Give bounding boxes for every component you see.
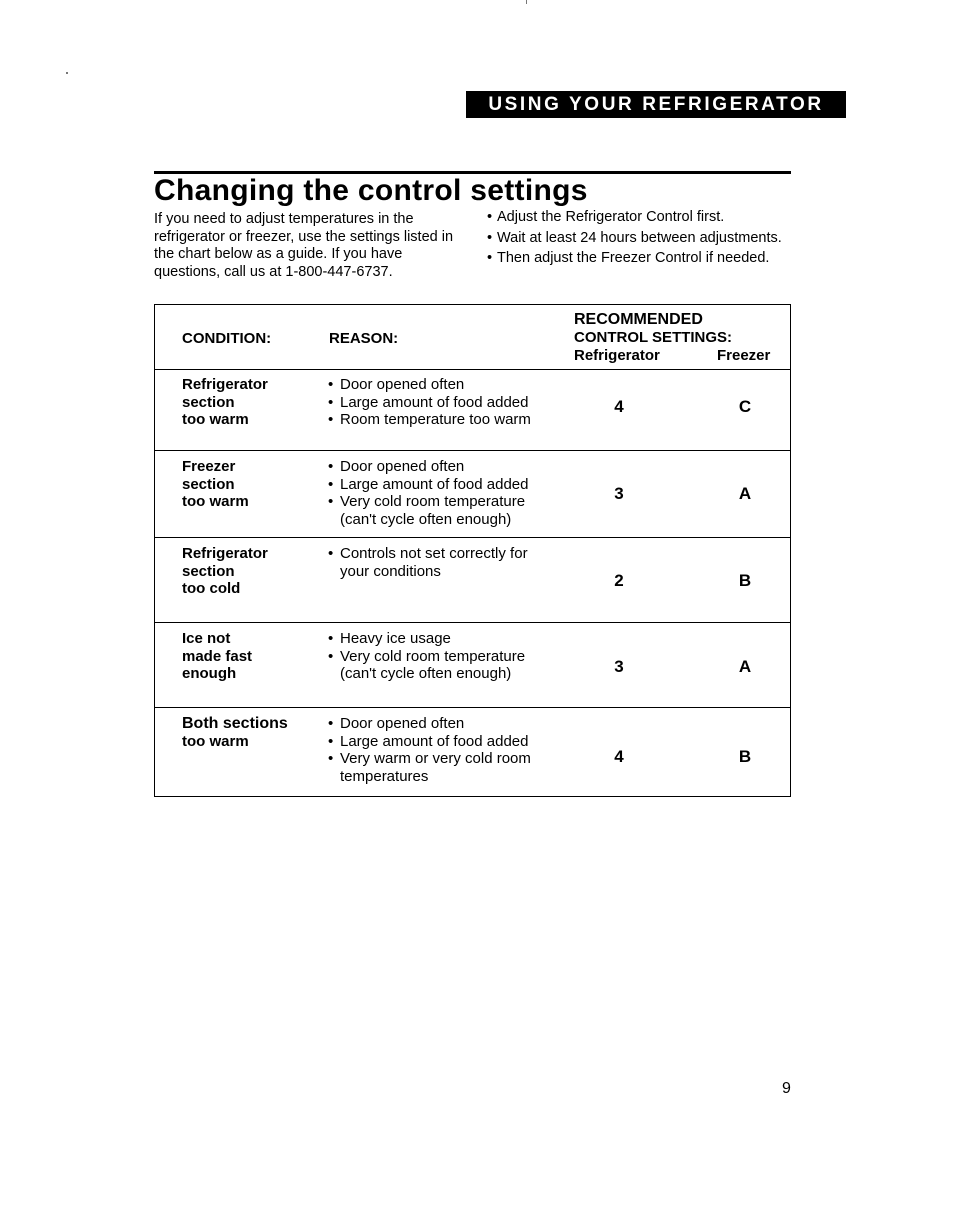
reason-item: • Large amount of food added [328, 733, 558, 751]
table-row [155, 623, 790, 708]
header-reason: REASON: [329, 330, 399, 347]
freezer-setting: B [738, 571, 752, 590]
intro-paragraph: If you need to adjust temperatures in the refrigerator or freezer, use the settings listed in the chart below as a guide. If you have questions, call us at 1-800-447-6737. [154, 211, 454, 280]
condition-line: too warm [182, 411, 249, 428]
header-recommended: RECOMMENDED [574, 311, 703, 328]
reason-item: temperatures [340, 767, 429, 785]
condition-line: too warm [182, 732, 249, 750]
reason-list [328, 376, 558, 429]
tip-item: • Then adjust the Freezer Control if needed. [487, 250, 797, 268]
reason-item: • Very cold room temperature [328, 648, 558, 666]
refrigerator-setting: 3 [614, 484, 624, 503]
freezer-setting: C [738, 397, 752, 416]
freezer-setting: A [738, 484, 752, 503]
condition-line: Ice not [182, 630, 231, 647]
table-row [155, 538, 790, 623]
condition-line: Refrigerator [182, 376, 268, 393]
condition-cell [182, 715, 288, 750]
tip-item: • Wait at least 24 hours between adjustments. [487, 230, 797, 248]
header-refrigerator: Refrigerator [574, 347, 660, 364]
header-freezer: Freezer [717, 347, 771, 364]
refrigerator-setting: 2 [614, 571, 624, 590]
condition-cell [182, 458, 249, 511]
condition-line: too warm [182, 493, 249, 510]
reason-item: • Very warm or very cold room [328, 750, 558, 768]
refrigerator-setting: 4 [614, 747, 624, 766]
reason-list [328, 715, 558, 785]
reason-item: • Door opened often [328, 458, 558, 476]
condition-cell [182, 630, 252, 683]
page-number: 9 [782, 1080, 791, 1097]
condition-cell [182, 545, 268, 598]
section-header-bar: USING YOUR REFRIGERATOR [466, 91, 846, 118]
page-title: Changing the control settings [154, 174, 588, 207]
reason-item: (can't cycle often enough) [340, 665, 512, 682]
condition-line: section [182, 393, 235, 411]
scan-speck [66, 72, 68, 74]
reason-item: • Heavy ice usage [328, 630, 558, 648]
condition-line: Refrigerator [182, 545, 268, 562]
refrigerator-setting: 3 [614, 657, 624, 676]
tips-list [487, 209, 797, 271]
table-header [155, 305, 790, 370]
condition-line: enough [182, 665, 237, 682]
reason-item: • Door opened often [328, 715, 558, 733]
table-row [155, 369, 790, 451]
condition-cell [182, 376, 268, 429]
reason-list [328, 545, 558, 580]
control-settings-table [154, 304, 791, 797]
header-condition: CONDITION: [182, 330, 272, 347]
reason-item: • Room temperature too warm [328, 411, 558, 429]
table-row [155, 451, 790, 538]
reason-item: • Large amount of food added [328, 394, 558, 412]
reason-list [328, 458, 558, 528]
condition-line: section [182, 562, 235, 580]
freezer-setting: B [738, 747, 752, 766]
reason-item: • Door opened often [328, 376, 558, 394]
condition-line: Both sections [182, 715, 288, 732]
refrigerator-setting: 4 [614, 397, 624, 416]
reason-item: (can't cycle often enough) [340, 510, 512, 528]
reason-item: • Very cold room temperature [328, 493, 558, 511]
reason-item: • Large amount of food added [328, 476, 558, 494]
reason-item: your conditions [340, 562, 441, 580]
condition-line: Freezer [182, 458, 236, 475]
condition-line: section [182, 475, 235, 493]
condition-line: made fast [182, 647, 253, 665]
tip-item: • Adjust the Refrigerator Control first. [487, 209, 797, 227]
header-control-settings: CONTROL SETTINGS: [574, 329, 733, 346]
reason-list [328, 630, 558, 683]
freezer-setting: A [738, 657, 752, 676]
scan-speck [526, 0, 527, 4]
condition-line: too cold [182, 580, 241, 597]
table-row [155, 708, 790, 796]
reason-item: • Controls not set correctly for [328, 545, 558, 563]
